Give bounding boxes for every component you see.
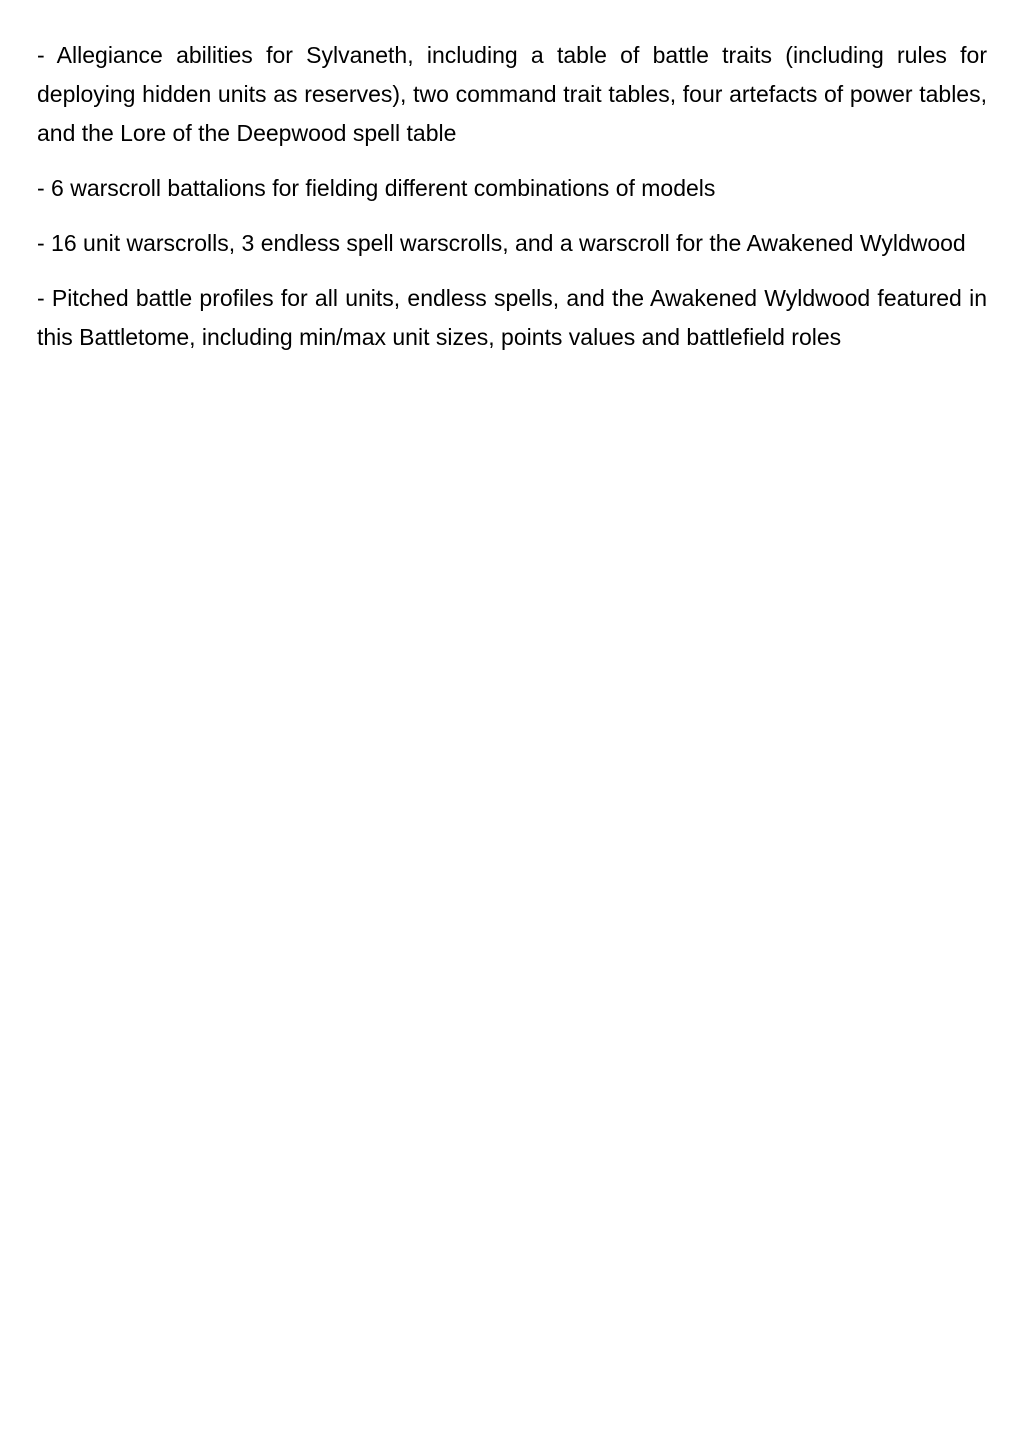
document-page	[37, 36, 987, 373]
contents-item-allegiance-abilities: - Allegiance abilities for Sylvaneth, including a table of battle traits (including rules for deploying hidden units as reserves), two command trait tables, four artefacts of power tables, and the Lore of the Deepwood spell table	[37, 42, 987, 146]
contents-item-pitched-battle-profiles: - Pitched battle profiles for all units, endless spells, and the Awakened Wyldwood featured in this Battletome, including min/max unit sizes, points values and battlefield roles	[37, 285, 987, 350]
contents-item-warscroll-battalions: - 6 warscroll battalions for fielding different combinations of models	[37, 175, 716, 201]
contents-item-unit-warscrolls: - 16 unit warscrolls, 3 endless spell warscrolls, and a warscroll for the Awakened Wyldwood	[37, 230, 966, 256]
